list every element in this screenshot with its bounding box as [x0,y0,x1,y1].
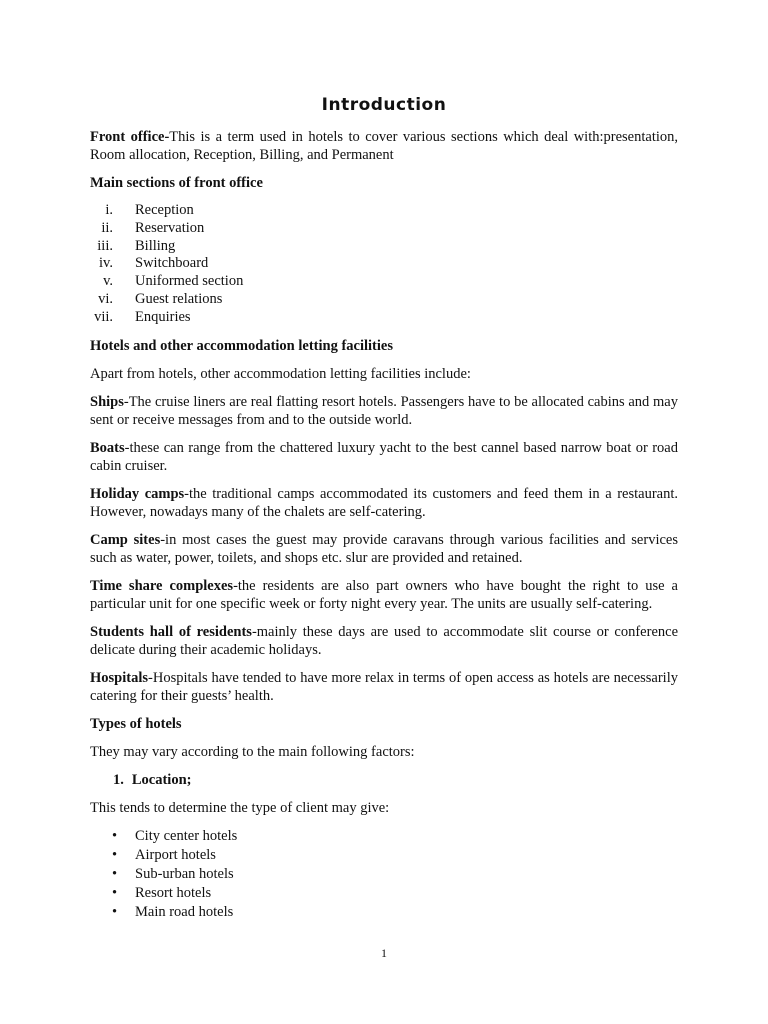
location-intro: This tends to determine the type of client may give: [90,799,390,816]
facility-term: Boats [90,439,125,456]
bullet-icon: • [112,884,118,901]
document-page [90,94,678,932]
list-item-label: Airport hotels [135,846,216,863]
list-item [90,309,678,327]
facility-text: -mainly these days are used to accommodate slit course or conference delicate during their academic holidays. [90,623,679,658]
bullet-icon: • [112,827,118,844]
facility-text: -the traditional camps accommodated its customers and feed them in a restaurant. However, nowadays many of the chalets are self-catering. [90,485,678,520]
location-number: 1. [113,771,124,788]
list-item-number: v. [103,273,113,290]
list-item-label: Sub-urban hotels [135,865,234,882]
types-intro: They may vary according to the main following factors: [90,743,415,760]
list-item-label: Main road hotels [135,903,234,920]
main-sections-list [90,202,678,327]
facility-paragraph [90,623,678,659]
facility-term: Camp sites [90,531,161,548]
types-heading: Types of hotels [90,715,182,732]
page-title: Introduction [321,95,447,115]
facility-term: Holiday camps [90,485,185,502]
list-item [90,273,678,291]
list-item [90,291,678,309]
list-item [90,255,678,273]
list-item-number: iv. [99,255,113,272]
front-office-paragraph [90,128,678,164]
list-item-label: Resort hotels [135,884,212,901]
facility-text: -these can range from the chattered luxury yacht to the best cannel based narrow boat or road cabin cruiser. [90,439,678,474]
facility-paragraph [90,393,678,429]
facility-paragraph [90,531,678,567]
list-item-number: vi. [98,290,113,307]
page-number: 1 [381,946,387,960]
list-item-label: Uniformed section [135,273,244,290]
main-sections-heading: Main sections of front office [90,175,263,191]
list-item [90,238,678,256]
facility-term: Hospitals [90,669,149,686]
location-list [90,827,678,922]
facility-paragraph [90,669,678,705]
facility-text: -The cruise liners are real flatting resort hotels. Passengers have to be allocated cabins and may sent or receive messages from and to the outside world. [90,393,678,428]
bullet-icon: • [112,903,118,920]
facility-term: Time share complexes [90,577,234,594]
bullet-icon: • [112,846,118,863]
facility-term: Ships [90,393,124,410]
facility-paragraph [90,577,678,613]
list-item-label: Reception [135,202,194,218]
facility-paragraph [90,485,678,521]
list-item-label: Guest relations [135,290,223,307]
bullet-icon: • [112,865,118,882]
list-item-number: ii. [101,219,113,236]
location-label: Location; [131,771,192,788]
list-item-label: Switchboard [135,255,209,272]
list-item-number: i. [105,202,113,218]
facility-term: Students hall of residents [90,623,252,640]
list-item [90,865,678,884]
list-item [90,202,678,220]
facility-text: -the residents are also part owners who have bought the right to use a particular unit for one specific week or forty night every year. The units are usually self-catering. [90,577,678,612]
list-item [90,846,678,865]
facilities-heading: Hotels and other accommodation letting facilities [90,337,393,354]
facility-text: -Hospitals have tended to have more relax in terms of open access as hotels are necessarily catering for their guests’ health. [90,669,678,704]
list-item [90,884,678,903]
location-heading [90,771,678,789]
front-office-term: Front office- [90,129,170,145]
facility-text: -in most cases the guest may provide caravans through various facilities and services such as water, power, toilets, and shops etc. slur are provided and retained. [90,531,678,566]
list-item-label: Enquiries [135,308,191,325]
list-item [90,903,678,922]
facility-paragraph [90,439,678,475]
list-item-label: Reservation [135,219,205,236]
list-item [90,827,678,846]
facilities-intro: Apart from hotels, other accommodation letting facilities include: [90,365,471,382]
list-item-number: vii. [94,308,113,325]
list-item-label: City center hotels [135,827,238,844]
list-item [90,220,678,238]
front-office-text: This is a term used in hotels to cover various sections which deal with:presentation, Room allocation, Reception, Billing, and Permanent [90,129,678,163]
list-item-number: iii. [97,237,113,254]
list-item-label: Billing [135,237,176,254]
